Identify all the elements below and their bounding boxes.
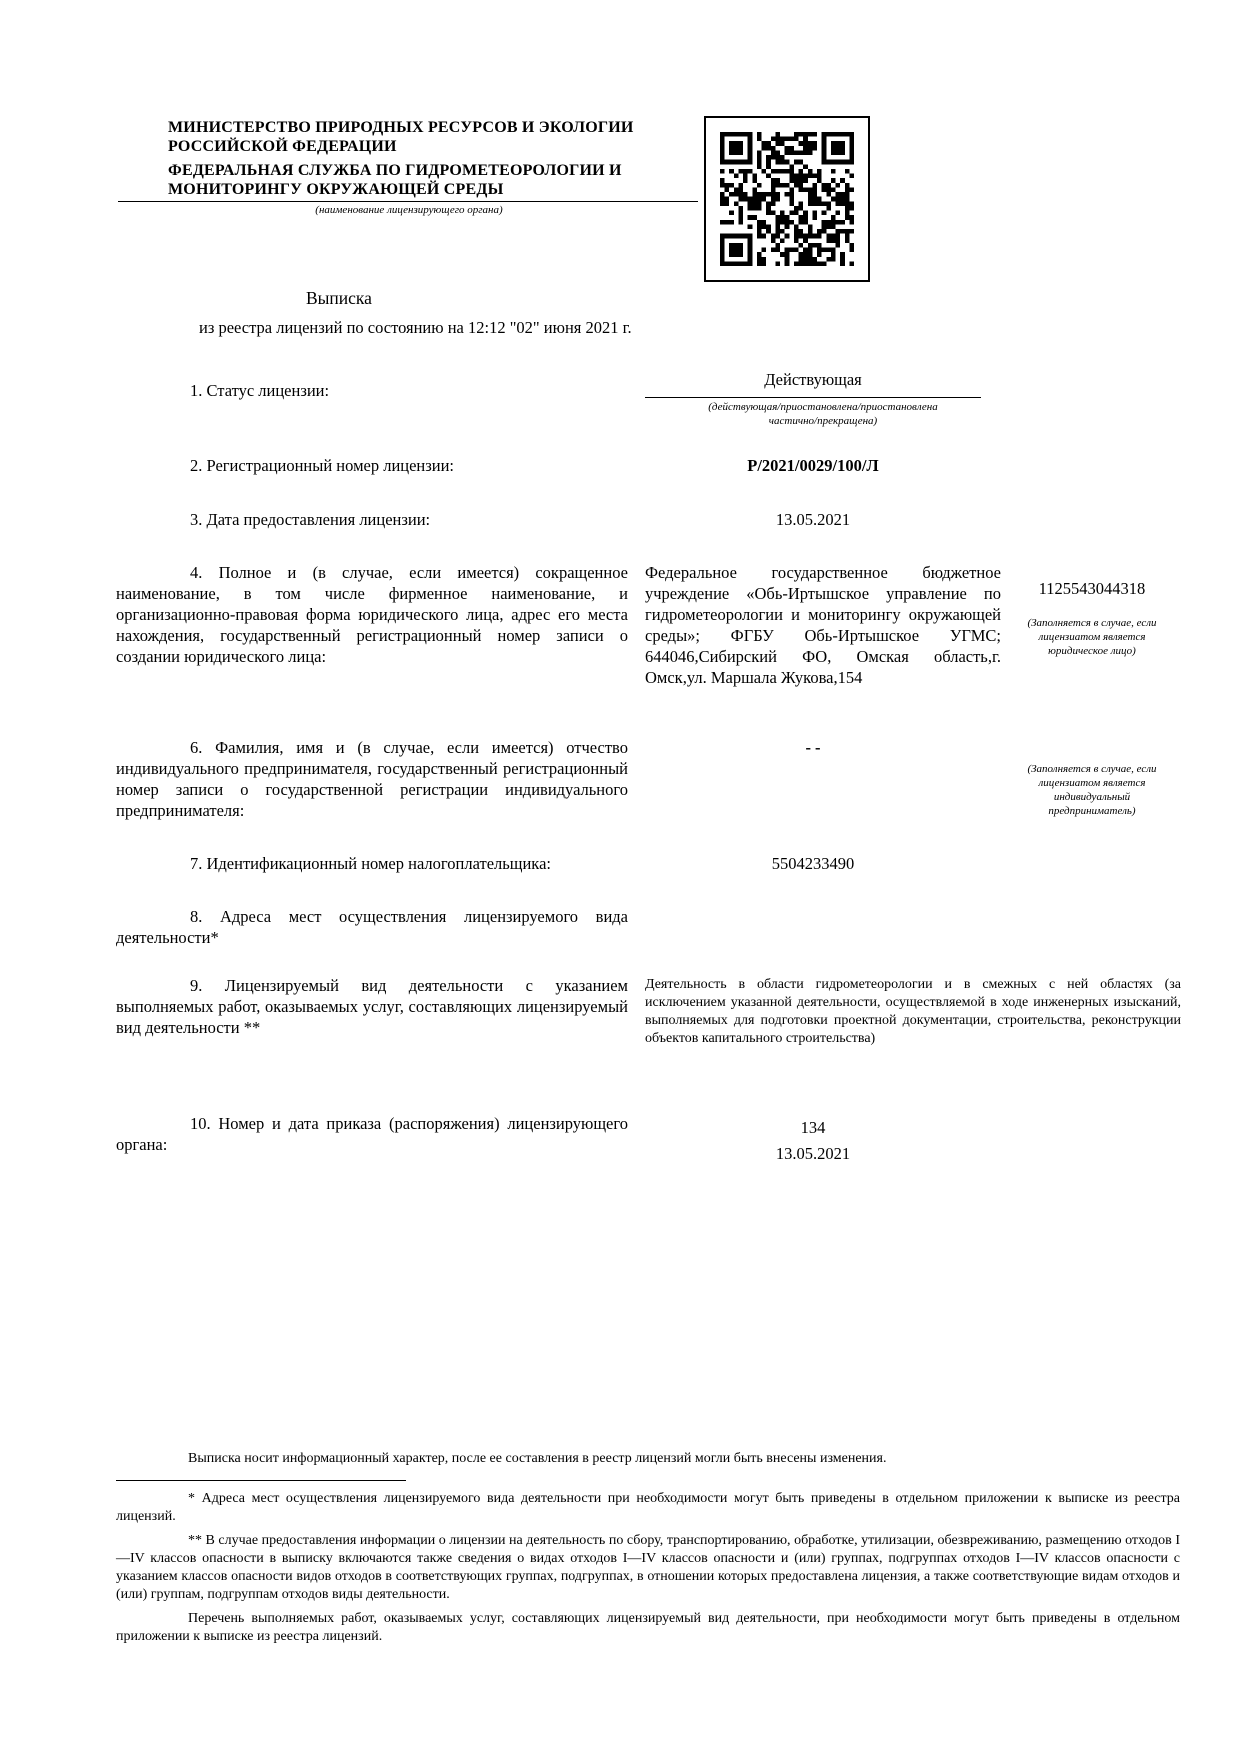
service-line-1: ФЕДЕРАЛЬНАЯ СЛУЖБА ПО ГИДРОМЕТЕОРОЛОГИИ И (168, 162, 622, 179)
inn-label: 7. Идентификационный номер налогоплательщика: (190, 854, 551, 873)
legal-entity-value: Федеральное государственное бюджетное учреждение «Обь-Иртышское управление по гидрометеорологии и мониторингу окружающей среды»; ФГБУ Обь-Иртышское УГМС; 644046,Сибирский ФО, Омская область,г. Омск,ул. Маршала Жукова,154 (645, 563, 1001, 687)
qr-code-graphic (720, 132, 854, 266)
status-rule (645, 397, 981, 398)
legal-entity-label: 4. Полное и (в случае, если имеется) сокращенное наименование, в том числе фирменное наименование, и организационно-правовая форма юридического лица, адрес его места нахождения, государственный регистрационный номер записи о создании юридического лица: (116, 563, 628, 666)
footnote-1: * Адреса мест осуществления лицензируемого вида деятельности при необходимости могут быть приведены в отдельном приложении к выписке из реестра лицензий. (116, 1491, 1180, 1524)
org-note: (наименование лицензирующего органа) (315, 204, 503, 216)
ministry-line-2: РОССИЙСКОЙ ФЕДЕРАЦИИ (168, 138, 397, 155)
order-number: 134 (800, 1118, 826, 1137)
footnote-2: ** В случае предоставления информации о лицензии на деятельность по сбору, транспортированию, обработке, утилизации, обезвреживанию, размещению отходов I—IV классов опасности в выписку включаются также сведения о видах отходов I—IV классов опасности и (или) группах, подгруппах отходов I—IV классов опасности с указанием классов опасности видов отходов в соответствующих группах, подгруппах, в отношении которых предоставлена лицензия, а также соответствующие видам отходов и (или) группам, подгруппам отходов виды деятельности. (116, 1533, 1180, 1602)
legal-entity-note: (Заполняется в случае, если лицензиатом является юридическое лицо) (1027, 617, 1157, 657)
inn-value: 5504233490 (771, 854, 855, 873)
order-label: 10. Номер и дата приказа (распоряжения) лицензирующего органа: (116, 1114, 628, 1154)
service-line-2: МОНИТОРИНГУ ОКРУЖАЮЩЕЙ СРЕДЫ (168, 181, 504, 198)
licensed-activity-label: 9. Лицензируемый вид деятельности с указанием выполняемых работ, оказываемых услуг, составляющих лицензируемый вид деятельности ** (116, 976, 628, 1037)
status-note: (действующая/приостановлена/приостановлена частично/прекращена) (708, 401, 938, 427)
status-label: 1. Статус лицензии: (190, 381, 330, 400)
footnote-rule (116, 1480, 406, 1481)
status-value: Действующая (764, 370, 862, 389)
entrepreneur-label: 6. Фамилия, имя и (в случае, если имеется) отчество индивидуального предпринимателя, государственный регистрационный номер записи о государственной регистрации индивидуального предпринимателя: (116, 738, 628, 820)
reg-number-value: Р/2021/0029/100/Л (747, 456, 879, 475)
grant-date-label: 3. Дата предоставления лицензии: (190, 510, 431, 529)
legal-entity-ogrn: 1125543044318 (1038, 579, 1146, 598)
info-disclaimer: Выписка носит информационный характер, после ее составления в реестр лицензий могли быть внесены изменения. (188, 1451, 887, 1466)
entrepreneur-note: (Заполняется в случае, если лицензиатом является индивидуальный предприниматель) (1027, 763, 1157, 817)
ministry-line-1: МИНИСТЕРСТВО ПРИРОДНЫХ РЕСУРСОВ И ЭКОЛОГИИ (168, 119, 634, 136)
qr-code-icon (704, 116, 870, 282)
entrepreneur-value: - - (805, 738, 821, 757)
reg-number-label: 2. Регистрационный номер лицензии: (190, 456, 455, 475)
footnote-3: Перечень выполняемых работ, оказываемых услуг, составляющих лицензируемый вид деятельности, при необходимости могут быть приведены в отдельном приложении к выписке из реестра лицензий. (116, 1611, 1180, 1644)
grant-date-value: 13.05.2021 (775, 510, 851, 529)
activity-addresses-label: 8. Адреса мест осуществления лицензируемого вида деятельности* (116, 907, 628, 947)
document-title: Выписка (306, 288, 372, 308)
service-name (168, 161, 668, 199)
ministry-name (168, 118, 668, 156)
header-rule (118, 201, 698, 202)
licensed-activity-value: Деятельность в области гидрометеорологии и в смежных с ней областях (за исключением указанной деятельности, осуществляемой в ходе инженерных изысканий, выполняемых для подготовки проектной документации, строительства, реконструкции объектов капитального строительства) (645, 977, 1181, 1046)
order-date: 13.05.2021 (775, 1144, 851, 1163)
document-subtitle: из реестра лицензий по состоянию на 12:12 "02" июня 2021 г. (199, 318, 632, 337)
